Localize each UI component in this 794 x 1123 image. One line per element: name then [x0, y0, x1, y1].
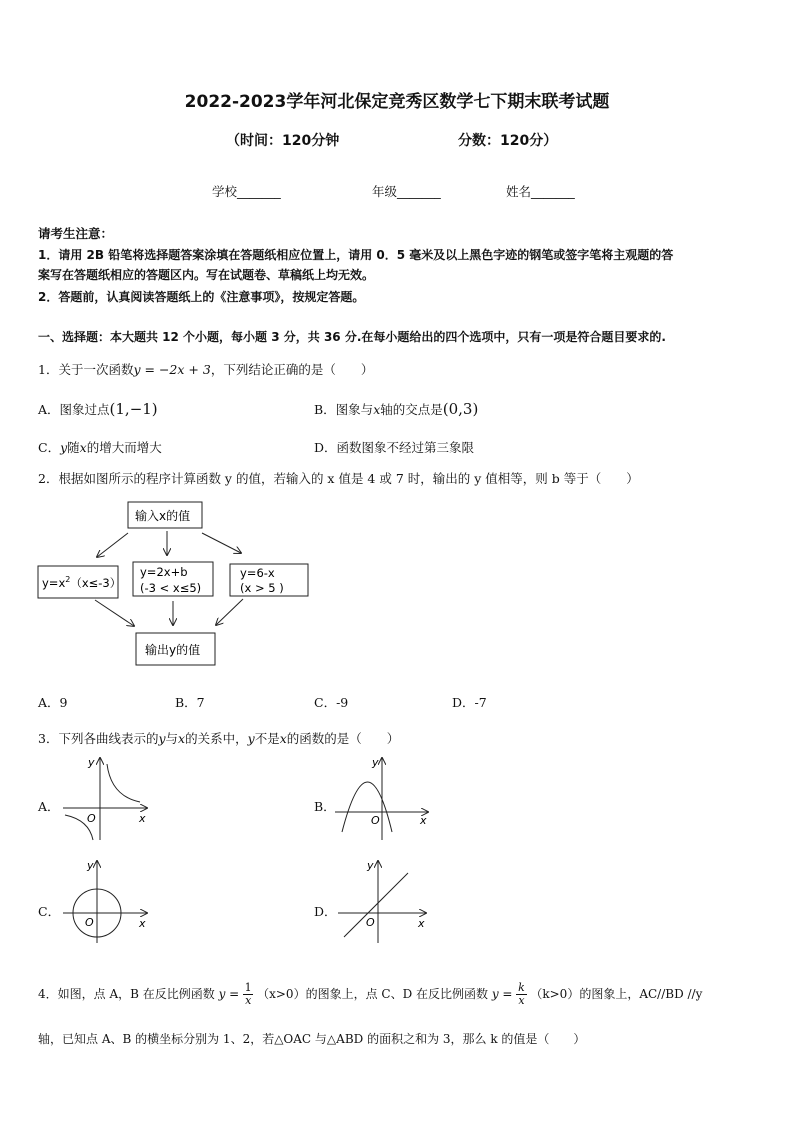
- q4-f2-den: x: [518, 994, 525, 1007]
- time-label: （时间：120分钟: [226, 133, 340, 149]
- question-1-stem: [38, 360, 373, 378]
- q4-line1-a: 4．如图，点 A，B 在反比例函数: [38, 987, 215, 1001]
- note-1-line-1: 1．请用 2B 铅笔将选择题答案涂填在答题纸相应位置上，请用 0．5 毫米及以上黑色字迹的钢笔或签字笔将主观题的答: [38, 248, 674, 262]
- q4-f1-den: x: [245, 994, 252, 1007]
- page-title: 2022-2023学年河北保定竞秀区数学七下期末联考试题: [184, 92, 610, 112]
- flow-mid-text-2: (-3 < x≤5): [140, 581, 202, 595]
- graph-a-x-label: x: [139, 812, 146, 825]
- flowchart-diagram: [0, 495, 794, 675]
- q2-option-d[interactable]: D．-7: [452, 695, 487, 710]
- q1-c-end: 的增大而增大: [86, 440, 162, 455]
- graph-d-line: [344, 873, 408, 937]
- q1-b-point: (0,3): [442, 400, 479, 418]
- q3-x1: x: [178, 731, 186, 746]
- flow-output-text: 输出y的值: [145, 643, 201, 657]
- graph-b-x-label: x: [420, 814, 427, 827]
- flow-left-text: $y=x^2(x\le-3)$: [42, 575, 122, 590]
- q1-b-x: x: [373, 402, 381, 417]
- score-label: 分数：120分）: [458, 133, 558, 149]
- graph-a-origin: O: [87, 812, 96, 825]
- q1-stem-b: ，下列结论正确的是（ ）: [210, 362, 374, 377]
- flow-input-text: 输入x的值: [135, 509, 191, 523]
- q3-option-d[interactable]: D．: [314, 904, 337, 919]
- q4-line1-c: （k>0）的图象上，AC//BD //y: [530, 987, 703, 1001]
- q3-mid1: 与: [165, 731, 179, 746]
- graph-d-y-label: y: [367, 859, 374, 872]
- q1-formula: y = −2x + 3: [133, 362, 211, 377]
- q1-option-a[interactable]: [38, 400, 158, 418]
- q2-option-a[interactable]: A．9: [38, 695, 68, 710]
- q4-f2-lhs: y =: [491, 987, 513, 1001]
- graph-a: [55, 752, 155, 842]
- graph-a-curve-1: [107, 764, 140, 802]
- q4-f2-num: k: [518, 981, 525, 994]
- q4-f1-fraction: [243, 982, 253, 1007]
- q3-mid2: 的关系中，: [185, 731, 248, 746]
- q4-f1-num: 1: [244, 981, 252, 994]
- school-field[interactable]: 学校_______: [212, 184, 281, 199]
- q3-y1: y: [158, 731, 166, 746]
- graph-d: [330, 855, 435, 945]
- q1-b-mid: 轴的交点是: [380, 402, 443, 417]
- grade-field[interactable]: 年级_______: [372, 184, 441, 199]
- q2-option-c[interactable]: C．-9: [314, 695, 349, 710]
- notes-heading: 请考生注意：: [38, 226, 114, 241]
- graph-c-x-label: x: [139, 917, 146, 930]
- q1-c-mid: 随: [67, 440, 80, 455]
- graph-c-origin: O: [85, 916, 94, 929]
- q1-option-c[interactable]: [38, 438, 162, 456]
- q1-c-x: x: [79, 440, 87, 455]
- question-4-line-2: 轴，已知点 A、B 的横坐标分别为 1、2，若△OAC 与△ABD 的面积之和为 3，那么 k 的值是（ ）: [38, 1032, 586, 1046]
- graph-b: [330, 752, 435, 842]
- question-3-stem: [38, 729, 399, 747]
- graph-c-y-label: y: [87, 859, 94, 872]
- graph-a-y-label: y: [88, 756, 95, 769]
- graph-d-origin: O: [366, 916, 375, 929]
- name-field[interactable]: 姓名_______: [506, 184, 575, 199]
- graph-d-x-label: x: [418, 917, 425, 930]
- note-1-line-2: 案写在答题纸相应的答题区内。写在试题卷、草稿纸上均无效。: [38, 268, 375, 282]
- q1-option-b[interactable]: [314, 400, 478, 418]
- question-4-line-1: [38, 982, 702, 1007]
- q3-y2: y: [247, 731, 255, 746]
- q1-c-y: y: [60, 440, 68, 455]
- graph-c: [55, 855, 155, 945]
- q1-a-point: (1,−1): [109, 400, 158, 418]
- q1-b-label: B．图象与: [314, 402, 374, 417]
- q1-option-d[interactable]: D．函数图象不经过第三象限: [314, 440, 475, 455]
- q3-x2: x: [279, 731, 287, 746]
- q3-option-b[interactable]: B．: [314, 799, 336, 814]
- q4-f1-lhs: y =: [218, 987, 240, 1001]
- graph-b-origin: O: [371, 814, 380, 827]
- q3-mid3: 不是: [254, 731, 280, 746]
- flow-arrow-to-output-right: [216, 599, 243, 625]
- q4-f2-fraction: [516, 982, 526, 1007]
- graph-b-y-label: y: [372, 756, 379, 769]
- flow-arrow-to-output-left: [95, 600, 134, 626]
- flow-arrow-left: [97, 533, 128, 557]
- q1-stem-a: 1．关于一次函数: [38, 362, 134, 377]
- q3-option-c[interactable]: C．: [38, 904, 61, 919]
- q3-stem-a: 3．下列各曲线表示的: [38, 731, 159, 746]
- q3-option-a[interactable]: A．: [38, 799, 60, 814]
- q1-a-label: A．图象过点: [38, 402, 110, 417]
- flow-right-text-1: y=6-x: [240, 566, 275, 580]
- section-heading: 一、选择题：本大题共 12 个小题，每小题 3 分，共 36 分.在每小题给出的四个选项中，只有一项是符合题目要求的.: [38, 330, 666, 344]
- q3-end: 的函数的是（ ）: [286, 731, 400, 746]
- note-2: 2．答题前，认真阅读答题纸上的《注意事项》，按规定答题。: [38, 290, 365, 304]
- q2-option-b[interactable]: B．7: [175, 695, 205, 710]
- flow-mid-text-1: y=2x+b: [140, 565, 188, 579]
- flow-arrow-right: [202, 533, 241, 553]
- q4-line1-b: （x>0）的图象上，点 C、D 在反比例函数: [257, 987, 488, 1001]
- q1-c-label: C．: [38, 440, 61, 455]
- flow-right-text-2: (x > 5 ): [240, 581, 284, 595]
- question-2-stem: 2．根据如图所示的程序计算函数 y 的值，若输入的 x 值是 4 或 7 时，输出的 y 值相等，则 b 等于（ ）: [38, 471, 639, 486]
- graph-b-curve: [342, 782, 392, 832]
